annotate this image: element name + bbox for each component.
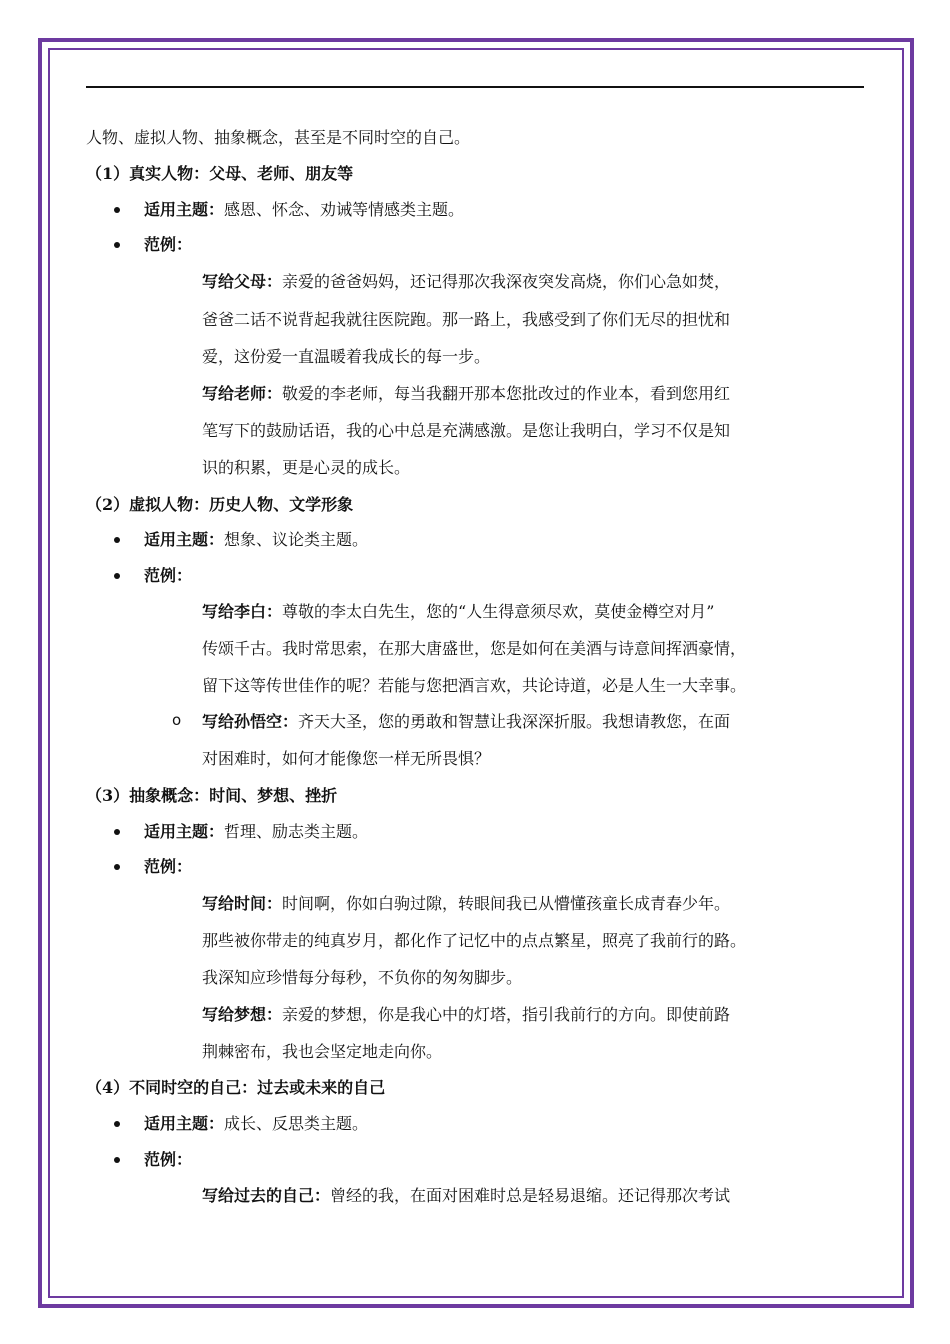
example-label: 写给老师：	[202, 384, 283, 403]
example-line	[202, 1184, 730, 1208]
intro-text: 人物、虚拟人物、抽象概念，甚至是不同时空的自己。	[86, 128, 471, 147]
bullet-icon	[114, 864, 120, 870]
example-line: 笔写下的鼓励话语，我的心中总是充满感激。是您让我明白，学习不仅是知	[202, 421, 731, 440]
example-text: 曾经的我，在面对困难时总是轻易退缩。还记得那次考试	[330, 1186, 731, 1205]
bullet-icon	[114, 242, 120, 248]
header-rule	[86, 86, 864, 88]
theme-text: 感恩、怀念、劝诫等情感类主题。	[224, 200, 465, 219]
example-line	[202, 1003, 730, 1027]
theme-label: 适用主题：	[144, 200, 225, 219]
example-label: 写给父母：	[202, 272, 283, 291]
theme-label: 适用主题：	[144, 822, 225, 841]
theme-text: 成长、反思类主题。	[224, 1114, 369, 1133]
example-line: 荆棘密布，我也会坚定地走向你。	[202, 1042, 443, 1061]
section-4-theme	[144, 1112, 368, 1136]
example-text: 尊敬的李太白先生，您的“人生得意须尽欢，莫使金樽空对月”	[282, 602, 715, 621]
example-label: 写给李白：	[202, 602, 283, 621]
theme-text: 哲理、励志类主题。	[224, 822, 369, 841]
section-2-heading: （2）虚拟人物：历史人物、文学形象	[86, 495, 354, 514]
bullet-icon	[114, 1121, 120, 1127]
section-3-heading: （3）抽象概念：时间、梦想、挫折	[86, 786, 338, 805]
bullet-icon	[114, 1157, 120, 1163]
example-line	[202, 600, 714, 624]
bullet-icon	[114, 207, 120, 213]
example-line: 传颂千古。我时常思索，在那大唐盛世，您是如何在美酒与诗意间挥洒豪情，	[202, 639, 747, 658]
theme-label: 适用主题：	[144, 1114, 225, 1133]
example-label: 写给时间：	[202, 894, 283, 913]
example-line: 爸爸二话不说背起我就往医院跑。那一路上，我感受到了你们无尽的担忧和	[202, 310, 731, 329]
section-1-heading: （1）真实人物：父母、老师、朋友等	[86, 164, 354, 183]
bullet-icon	[114, 573, 120, 579]
example-text: 亲爱的梦想，你是我心中的灯塔，指引我前行的方向。即使前路	[282, 1005, 731, 1024]
example-line: 那些被你带走的纯真岁月，都化作了记忆中的点点繁星，照亮了我前行的路。	[202, 931, 747, 950]
example-text: 敬爱的李老师，每当我翻开那本您批改过的作业本，看到您用红	[282, 384, 731, 403]
example-line	[202, 382, 730, 406]
example-text: 齐天大圣，您的勇敢和智慧让我深深折服。我想请教您，在面	[298, 712, 731, 731]
example-label: 写给过去的自己：	[202, 1186, 331, 1205]
example-line: 我深知应珍惜每分每秒，不负你的匆匆脚步。	[202, 968, 523, 987]
section-4-example-label: 范例：	[144, 1150, 193, 1169]
section-2-theme	[144, 528, 368, 552]
theme-label: 适用主题：	[144, 530, 225, 549]
bullet-icon	[114, 537, 120, 543]
section-3-example-label: 范例：	[144, 857, 193, 876]
section-3-theme	[144, 820, 368, 844]
theme-text: 想象、议论类主题。	[224, 530, 369, 549]
example-line: 识的积累，更是心灵的成长。	[202, 458, 411, 477]
section-1-example-label: 范例：	[144, 235, 193, 254]
example-line	[202, 892, 730, 916]
bullet-icon	[114, 829, 120, 835]
example-line: 对困难时，如何才能像您一样无所畏惧？	[202, 749, 491, 768]
example-label: 写给孙悟空：	[202, 712, 299, 731]
example-line	[202, 710, 730, 734]
section-2-example-label: 范例：	[144, 566, 193, 585]
example-line	[202, 270, 730, 294]
example-label: 写给梦想：	[202, 1005, 283, 1024]
section-4-heading: （4）不同时空的自己：过去或未来的自己	[86, 1078, 386, 1097]
example-line: 爱，这份爱一直温暖着我成长的每一步。	[202, 347, 491, 366]
section-1-theme	[144, 198, 464, 222]
example-line: 留下这等传世佳作的呢？若能与您把酒言欢，共论诗道，必是人生一大幸事。	[202, 676, 747, 695]
circle-bullet-icon: o	[172, 711, 182, 729]
example-text: 时间啊，你如白驹过隙，转眼间我已从懵懂孩童长成青春少年。	[282, 894, 731, 913]
example-text: 亲爱的爸爸妈妈，还记得那次我深夜突发高烧，你们心急如焚，	[282, 272, 731, 291]
